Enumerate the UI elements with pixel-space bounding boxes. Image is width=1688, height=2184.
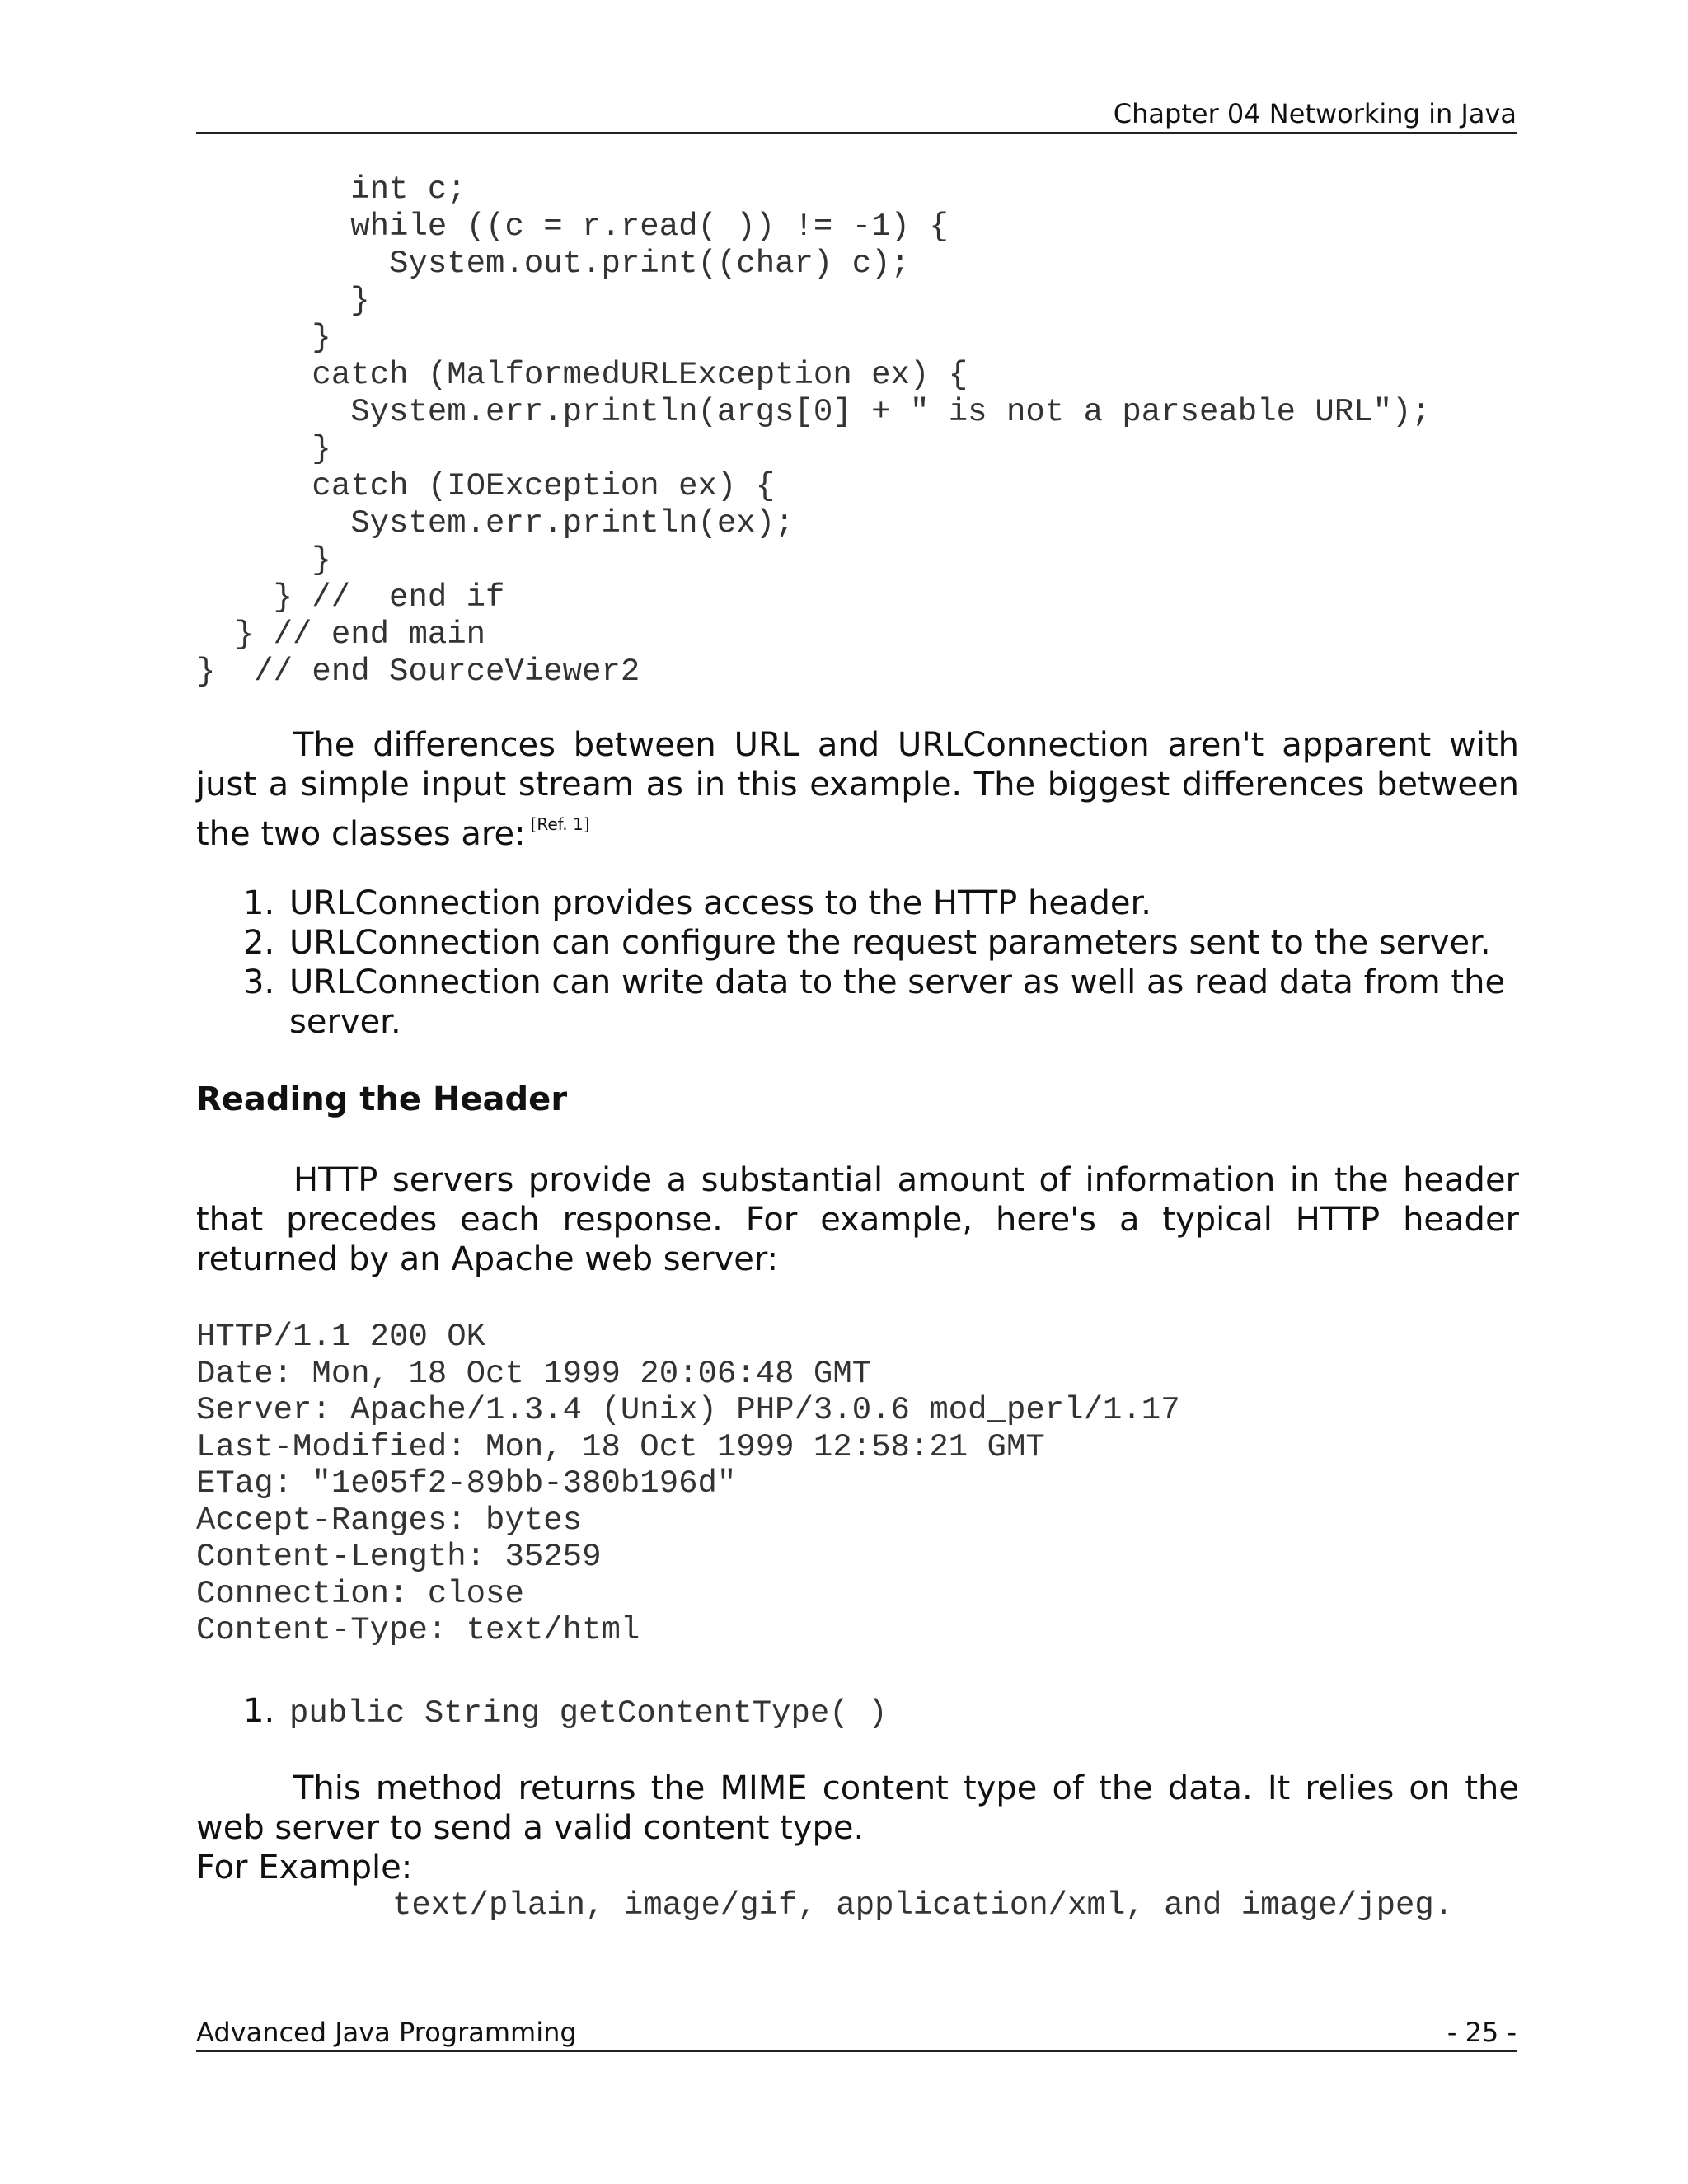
list-text: URLConnection can write data to the server as well as read data from the server.	[289, 963, 1506, 1041]
code-line: } // end if	[196, 579, 505, 616]
code-line: }	[196, 542, 331, 579]
code-line: System.out.print((char) c);	[196, 246, 910, 282]
http-header-line: Content-Length: 35259	[196, 1539, 602, 1575]
method-signature-item	[243, 1691, 888, 1733]
list-number: 2.	[243, 924, 275, 962]
code-line: }	[196, 283, 370, 319]
list-item	[243, 883, 1519, 923]
paragraph-text: The differences between URL and URLConnection aren't apparent with just a simple input stream as in this example. The biggest differences between the two classes are:	[196, 726, 1519, 853]
list-text: URLConnection provides access to the HTTP header.	[289, 884, 1151, 922]
code-line: } // end main	[196, 616, 486, 653]
reference-marker: [Ref. 1]	[530, 814, 590, 834]
http-header-example	[196, 1319, 1180, 1649]
code-line: catch (IOException ex) {	[196, 468, 776, 504]
for-example-label: For Example:	[196, 1849, 413, 1886]
list-item	[243, 923, 1519, 963]
http-header-line: Last-Modified: Mon, 18 Oct 1999 12:58:21 GMT	[196, 1428, 1045, 1465]
list-item	[243, 963, 1519, 1042]
list-number: 1.	[243, 1692, 275, 1730]
code-line: } // end SourceViewer2	[196, 654, 640, 690]
code-line: }	[196, 320, 331, 356]
section-heading: Reading the Header	[196, 1080, 568, 1118]
chapter-title: Chapter 04 Networking in Java	[1113, 98, 1517, 129]
code-line: catch (MalformedURLException ex) {	[196, 357, 968, 393]
book-title: Advanced Java Programming	[196, 2017, 577, 2048]
http-header-line: Date: Mon, 18 Oct 1999 20:06:48 GMT	[196, 1355, 872, 1392]
http-header-line: Content-Type: text/html	[196, 1612, 640, 1648]
code-line: }	[196, 431, 331, 467]
http-header-line: Connection: close	[196, 1575, 524, 1612]
list-number: 1.	[243, 884, 275, 922]
code-line: System.err.println(ex);	[196, 505, 795, 541]
method-signature: public String getContentType( )	[289, 1695, 888, 1732]
http-header-line: HTTP/1.1 200 OK	[196, 1319, 486, 1355]
list-text: URLConnection can configure the request parameters sent to the server.	[289, 924, 1491, 962]
content-type-paragraph: This method returns the MIME content type of the data. It relies on the web server to send a valid content type.	[196, 1769, 1519, 1847]
http-header-line: Accept-Ranges: bytes	[196, 1502, 583, 1539]
code-line: while ((c = r.read( )) != -1) {	[196, 209, 949, 245]
running-header	[196, 96, 1517, 134]
code-line: int c;	[196, 171, 467, 208]
code-listing-sourceviewer2	[196, 171, 1431, 691]
code-line: System.err.println(args[0] + " is not a parseable URL");	[196, 394, 1431, 430]
page-footer	[196, 2014, 1517, 2052]
differences-paragraph	[196, 725, 1519, 854]
http-header-line: Server: Apache/1.3.4 (Unix) PHP/3.0.6 mod_perl/1.17	[196, 1392, 1180, 1428]
page-number: - 25 -	[1447, 2017, 1517, 2048]
http-header-line: ETag: "1e05f2-89bb-380b196d"	[196, 1465, 737, 1502]
differences-list	[243, 883, 1519, 1042]
http-servers-paragraph: HTTP servers provide a substantial amount of information in the header that precedes each response. For example, here's a typical HTTP header returned by an Apache web server:	[196, 1161, 1519, 1278]
example-content-types: text/plain, image/gif, application/xml, and image/jpeg.	[392, 1887, 1454, 1924]
list-number: 3.	[243, 963, 275, 1001]
